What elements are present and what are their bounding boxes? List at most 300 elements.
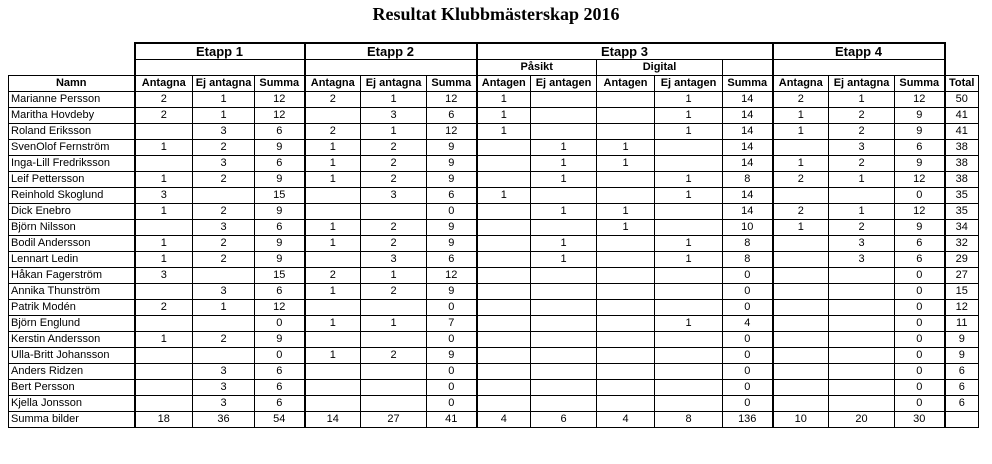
participant-name: Dick Enebro	[9, 204, 135, 220]
score-cell: 9	[895, 156, 945, 172]
score-cell: 8	[723, 236, 773, 252]
score-cell: 8	[723, 172, 773, 188]
score-cell: 1	[305, 348, 361, 364]
score-cell: 0	[255, 316, 305, 332]
score-cell: 1	[531, 140, 597, 156]
score-cell	[477, 252, 531, 268]
score-cell: 8	[723, 252, 773, 268]
score-cell	[655, 156, 723, 172]
score-cell: 6	[895, 236, 945, 252]
score-cell: 9	[895, 220, 945, 236]
score-cell	[597, 396, 655, 412]
score-cell: 3	[193, 364, 255, 380]
score-cell	[829, 268, 895, 284]
score-cell	[361, 364, 427, 380]
score-cell	[135, 124, 193, 140]
score-cell: 10	[723, 220, 773, 236]
score-cell: 3	[193, 284, 255, 300]
score-cell	[193, 188, 255, 204]
score-cell	[655, 284, 723, 300]
column-header-ej-antagen: Ej antagen	[655, 76, 723, 92]
score-cell: 29	[945, 252, 979, 268]
score-cell: 14	[723, 156, 773, 172]
score-cell	[773, 380, 829, 396]
header-row-stages	[9, 43, 979, 60]
table-row	[9, 380, 979, 396]
score-cell	[597, 300, 655, 316]
score-cell: 0	[427, 364, 477, 380]
etapp1-header: Etapp 1	[135, 43, 305, 60]
header-row-columns	[9, 76, 979, 92]
score-cell: 2	[361, 284, 427, 300]
score-cell: 1	[305, 220, 361, 236]
score-cell: 2	[135, 108, 193, 124]
score-cell: 1	[531, 252, 597, 268]
score-cell: 9	[427, 156, 477, 172]
score-cell: 1	[655, 172, 723, 188]
score-cell	[531, 284, 597, 300]
score-cell	[477, 300, 531, 316]
score-cell	[829, 396, 895, 412]
score-cell: 1	[597, 204, 655, 220]
score-cell: 2	[305, 92, 361, 108]
score-cell: 15	[255, 268, 305, 284]
page-title: Resultat Klubbmästerskap 2016	[372, 4, 620, 24]
score-cell: 35	[945, 188, 979, 204]
column-header-antagna: Antagna	[773, 76, 829, 92]
score-cell: 1	[305, 156, 361, 172]
column-header-namn: Namn	[9, 76, 135, 92]
score-cell: 0	[723, 332, 773, 348]
score-cell: 1	[477, 92, 531, 108]
score-cell	[597, 124, 655, 140]
score-cell: 9	[255, 172, 305, 188]
score-cell	[305, 204, 361, 220]
score-cell	[597, 380, 655, 396]
score-cell	[305, 396, 361, 412]
score-cell: 6	[531, 412, 597, 428]
score-cell: 3	[193, 380, 255, 396]
score-cell: 0	[723, 284, 773, 300]
score-cell	[655, 364, 723, 380]
score-cell: 3	[193, 396, 255, 412]
score-cell: 1	[361, 92, 427, 108]
participant-name: Annika Thunström	[9, 284, 135, 300]
score-cell: 1	[305, 316, 361, 332]
score-cell	[531, 268, 597, 284]
score-cell: 0	[255, 348, 305, 364]
score-cell: 1	[361, 124, 427, 140]
score-cell: 9	[427, 348, 477, 364]
score-cell: 50	[945, 92, 979, 108]
score-cell: 6	[895, 140, 945, 156]
table-row	[9, 300, 979, 316]
score-cell: 9	[945, 332, 979, 348]
score-cell: 2	[135, 300, 193, 316]
score-cell	[655, 380, 723, 396]
score-cell: 1	[305, 284, 361, 300]
participant-name: Kerstin Andersson	[9, 332, 135, 348]
score-cell	[597, 268, 655, 284]
participant-name: Marianne Persson	[9, 92, 135, 108]
table-row	[9, 172, 979, 188]
score-cell: 3	[193, 124, 255, 140]
score-cell	[135, 396, 193, 412]
score-cell: 2	[305, 124, 361, 140]
score-cell: 1	[135, 204, 193, 220]
score-cell: 0	[427, 204, 477, 220]
score-cell: 0	[895, 316, 945, 332]
score-cell: 1	[305, 172, 361, 188]
score-cell: 1	[597, 156, 655, 172]
score-cell	[773, 348, 829, 364]
table-row	[9, 348, 979, 364]
score-cell	[773, 140, 829, 156]
score-cell: 1	[135, 332, 193, 348]
participant-name: SvenOlof Fernström	[9, 140, 135, 156]
score-cell: 38	[945, 140, 979, 156]
score-cell	[829, 188, 895, 204]
score-cell	[773, 300, 829, 316]
score-cell: 9	[427, 140, 477, 156]
score-cell: 4	[723, 316, 773, 332]
score-cell: 2	[361, 140, 427, 156]
score-cell	[655, 140, 723, 156]
score-cell: 2	[305, 268, 361, 284]
score-cell: 9	[255, 204, 305, 220]
score-cell: 14	[723, 92, 773, 108]
score-cell: 0	[427, 396, 477, 412]
score-cell	[597, 316, 655, 332]
score-cell: 1	[477, 124, 531, 140]
score-cell: 9	[427, 172, 477, 188]
score-cell	[531, 348, 597, 364]
participant-name: Björn Englund	[9, 316, 135, 332]
score-cell	[477, 140, 531, 156]
score-cell: 136	[723, 412, 773, 428]
score-cell	[531, 396, 597, 412]
score-cell: 1	[135, 172, 193, 188]
score-cell: 0	[895, 396, 945, 412]
score-cell	[305, 188, 361, 204]
score-cell: 0	[723, 396, 773, 412]
table-row	[9, 124, 979, 140]
participant-name: Maritha Hovdeby	[9, 108, 135, 124]
score-cell: 1	[829, 204, 895, 220]
participant-name: Patrik Modén	[9, 300, 135, 316]
score-cell: 27	[361, 412, 427, 428]
score-cell: 12	[427, 124, 477, 140]
score-cell: 1	[655, 108, 723, 124]
participant-name: Ulla-Britt Johansson	[9, 348, 135, 364]
score-cell: 1	[597, 140, 655, 156]
score-cell	[477, 364, 531, 380]
score-cell	[597, 236, 655, 252]
score-cell: 6	[945, 364, 979, 380]
score-cell: 4	[597, 412, 655, 428]
score-cell	[655, 300, 723, 316]
column-header-ej-antagna: Ej antagna	[829, 76, 895, 92]
score-cell: 0	[427, 380, 477, 396]
score-cell: 1	[531, 204, 597, 220]
score-cell	[531, 300, 597, 316]
score-cell: 15	[255, 188, 305, 204]
score-cell	[531, 188, 597, 204]
score-cell: 1	[361, 268, 427, 284]
score-cell: 9	[255, 332, 305, 348]
score-cell: 1	[135, 236, 193, 252]
score-cell	[193, 348, 255, 364]
score-cell: 20	[829, 412, 895, 428]
column-header-antagna: Antagna	[305, 76, 361, 92]
score-cell: 0	[895, 284, 945, 300]
score-cell: 41	[945, 124, 979, 140]
score-cell: 6	[895, 252, 945, 268]
score-cell: 1	[829, 172, 895, 188]
participant-name: Håkan Fagerström	[9, 268, 135, 284]
score-cell	[597, 252, 655, 268]
score-cell: 6	[255, 124, 305, 140]
score-cell: 2	[361, 172, 427, 188]
score-cell: 1	[305, 140, 361, 156]
score-cell: 2	[773, 92, 829, 108]
score-cell: 2	[773, 204, 829, 220]
score-cell: 3	[135, 268, 193, 284]
participant-name: Bert Persson	[9, 380, 135, 396]
score-cell	[829, 316, 895, 332]
score-cell: 3	[135, 188, 193, 204]
table-row	[9, 332, 979, 348]
score-cell: 2	[193, 204, 255, 220]
score-cell	[773, 332, 829, 348]
score-cell	[361, 204, 427, 220]
score-cell	[829, 364, 895, 380]
score-cell: 9	[895, 108, 945, 124]
score-cell: 2	[361, 220, 427, 236]
score-cell: 6	[255, 364, 305, 380]
etapp3-header: Etapp 3	[477, 43, 773, 60]
score-cell	[305, 332, 361, 348]
score-cell: 0	[723, 348, 773, 364]
score-cell: 1	[773, 220, 829, 236]
score-cell: 1	[477, 108, 531, 124]
score-cell: 1	[531, 156, 597, 172]
score-cell: 14	[305, 412, 361, 428]
score-cell	[655, 396, 723, 412]
participant-name: Lennart Ledin	[9, 252, 135, 268]
table-row	[9, 284, 979, 300]
score-cell	[773, 252, 829, 268]
pasikt-header: Påsikt	[477, 60, 597, 76]
score-cell: 0	[895, 348, 945, 364]
score-cell: 6	[255, 156, 305, 172]
score-cell: 14	[723, 188, 773, 204]
score-cell: 14	[723, 140, 773, 156]
etapp4-header: Etapp 4	[773, 43, 945, 60]
score-cell: 2	[361, 236, 427, 252]
score-cell	[477, 236, 531, 252]
column-header-total: Total	[945, 76, 979, 92]
column-header-antagna: Antagna	[135, 76, 193, 92]
score-cell	[477, 332, 531, 348]
score-cell	[655, 348, 723, 364]
score-cell: 34	[945, 220, 979, 236]
score-cell: 8	[655, 412, 723, 428]
table-row	[9, 220, 979, 236]
score-cell	[829, 284, 895, 300]
etapp2-header: Etapp 2	[305, 43, 477, 60]
score-cell: 0	[895, 364, 945, 380]
score-cell: 1	[477, 188, 531, 204]
column-header-ej-antagen: Ej antagen	[531, 76, 597, 92]
score-cell	[135, 364, 193, 380]
score-cell	[597, 348, 655, 364]
table-row	[9, 236, 979, 252]
score-cell: 0	[723, 268, 773, 284]
score-cell	[829, 348, 895, 364]
score-cell: 9	[255, 252, 305, 268]
score-cell: 1	[655, 92, 723, 108]
score-cell: 9	[895, 124, 945, 140]
score-cell: 12	[895, 92, 945, 108]
score-cell: 0	[723, 380, 773, 396]
score-cell	[531, 332, 597, 348]
score-cell	[361, 380, 427, 396]
score-cell	[361, 332, 427, 348]
score-cell: 0	[723, 300, 773, 316]
score-cell: 2	[829, 108, 895, 124]
score-cell	[135, 284, 193, 300]
score-cell: 0	[427, 332, 477, 348]
score-cell: 1	[655, 316, 723, 332]
table-row	[9, 364, 979, 380]
score-cell: 0	[895, 268, 945, 284]
participant-name: Anders Ridzen	[9, 364, 135, 380]
score-cell: 2	[361, 156, 427, 172]
score-cell: 0	[895, 332, 945, 348]
score-cell: 3	[361, 108, 427, 124]
score-cell	[945, 412, 979, 428]
score-cell	[597, 92, 655, 108]
score-cell: 3	[829, 236, 895, 252]
score-cell	[477, 348, 531, 364]
score-cell	[135, 220, 193, 236]
score-cell: 41	[427, 412, 477, 428]
score-cell	[477, 220, 531, 236]
score-cell	[531, 108, 597, 124]
score-cell	[773, 396, 829, 412]
score-cell: 30	[895, 412, 945, 428]
score-cell	[477, 268, 531, 284]
score-cell	[773, 284, 829, 300]
score-cell: 12	[255, 108, 305, 124]
score-cell: 36	[193, 412, 255, 428]
score-cell: 41	[945, 108, 979, 124]
score-cell: 2	[193, 236, 255, 252]
participant-name: Inga-Lill Fredriksson	[9, 156, 135, 172]
score-cell	[361, 300, 427, 316]
column-header-antagen: Antagen	[597, 76, 655, 92]
score-cell: 15	[945, 284, 979, 300]
score-cell	[477, 204, 531, 220]
score-cell: 6	[945, 380, 979, 396]
score-cell	[597, 332, 655, 348]
score-cell: 6	[255, 220, 305, 236]
score-cell: 1	[361, 316, 427, 332]
score-cell	[597, 364, 655, 380]
score-cell: 12	[427, 268, 477, 284]
score-cell: 6	[945, 396, 979, 412]
score-cell: 1	[773, 108, 829, 124]
score-cell: 2	[193, 252, 255, 268]
score-cell: 10	[773, 412, 829, 428]
score-cell: 12	[427, 92, 477, 108]
score-cell: 2	[829, 220, 895, 236]
score-cell: 14	[723, 108, 773, 124]
score-cell: 12	[255, 300, 305, 316]
score-cell: 1	[135, 252, 193, 268]
score-cell	[655, 220, 723, 236]
score-cell: 3	[193, 156, 255, 172]
score-cell	[135, 156, 193, 172]
score-cell	[531, 380, 597, 396]
column-header-antagen: Antagen	[477, 76, 531, 92]
score-cell: 0	[895, 380, 945, 396]
score-cell	[531, 124, 597, 140]
score-cell	[655, 204, 723, 220]
score-cell: 38	[945, 172, 979, 188]
score-cell: 3	[829, 140, 895, 156]
score-cell: 2	[193, 172, 255, 188]
score-cell: 11	[945, 316, 979, 332]
score-cell: 3	[361, 252, 427, 268]
score-cell	[305, 252, 361, 268]
score-cell: 7	[427, 316, 477, 332]
table-row	[9, 268, 979, 284]
score-cell	[531, 364, 597, 380]
score-cell: 18	[135, 412, 193, 428]
score-cell	[597, 108, 655, 124]
score-cell: 27	[945, 268, 979, 284]
score-cell: 12	[255, 92, 305, 108]
score-cell	[477, 172, 531, 188]
participant-name: Roland Eriksson	[9, 124, 135, 140]
results-body	[9, 92, 979, 428]
score-cell	[655, 268, 723, 284]
score-cell	[305, 364, 361, 380]
score-cell: 14	[723, 204, 773, 220]
score-cell	[477, 156, 531, 172]
score-cell: 0	[427, 300, 477, 316]
score-cell	[773, 268, 829, 284]
participant-name: Leif Pettersson	[9, 172, 135, 188]
score-cell	[193, 316, 255, 332]
score-cell: 3	[361, 188, 427, 204]
score-cell	[597, 188, 655, 204]
score-cell: 38	[945, 156, 979, 172]
score-cell: 1	[655, 188, 723, 204]
score-cell	[773, 236, 829, 252]
score-cell: 2	[829, 156, 895, 172]
score-cell: 6	[427, 108, 477, 124]
column-header-summa: Summa	[895, 76, 945, 92]
score-cell: 1	[531, 236, 597, 252]
score-cell: 2	[361, 348, 427, 364]
participant-name: Björn Nilsson	[9, 220, 135, 236]
column-header-summa: Summa	[427, 76, 477, 92]
score-cell: 1	[193, 300, 255, 316]
score-cell: 54	[255, 412, 305, 428]
